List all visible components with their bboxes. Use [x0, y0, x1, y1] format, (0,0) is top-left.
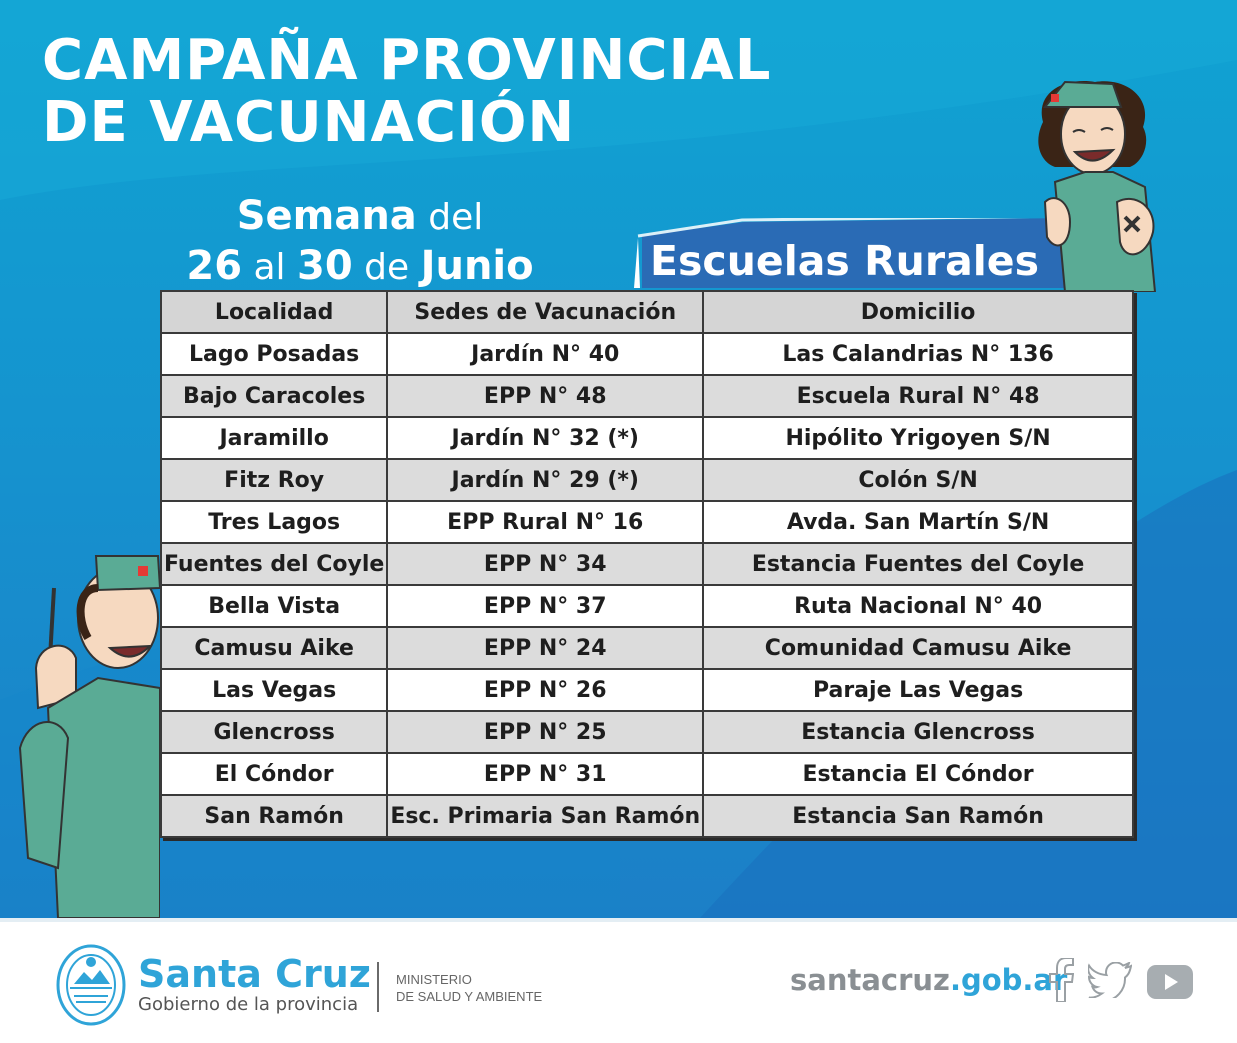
- cell-domicilio: Estancia San Ramón: [703, 795, 1133, 837]
- week-al: al: [253, 247, 286, 288]
- nurse-illustration-left: [18, 548, 160, 918]
- table-row: [161, 459, 1133, 501]
- cell-localidad: Fitz Roy: [161, 459, 387, 501]
- ministry-line-1: MINISTERIO: [396, 972, 472, 987]
- url-part-1: santacruz: [790, 963, 950, 997]
- brand-subtitle: Gobierno de la provincia: [138, 994, 359, 1015]
- cell-sede: Jardín N° 32 (*): [387, 417, 703, 459]
- table-header-row: [161, 291, 1133, 333]
- header-localidad: Localidad: [161, 291, 387, 333]
- cell-sede: Jardín N° 40: [387, 333, 703, 375]
- cell-domicilio: Colón S/N: [703, 459, 1133, 501]
- title-line-2: DE VACUNACIÓN: [42, 90, 576, 155]
- cell-localidad: Lago Posadas: [161, 333, 387, 375]
- table-row: [161, 501, 1133, 543]
- cell-sede: EPP N° 48: [387, 375, 703, 417]
- cell-localidad: Fuentes del Coyle: [161, 543, 387, 585]
- week-day-end: 30: [297, 243, 353, 289]
- cell-domicilio: Estancia Glencross: [703, 711, 1133, 753]
- table-row: [161, 417, 1133, 459]
- seal-icon: [56, 944, 126, 1026]
- website-link[interactable]: [790, 962, 1067, 998]
- table-row: [161, 585, 1133, 627]
- cell-localidad: Tres Lagos: [161, 501, 387, 543]
- cell-domicilio: Las Calandrias N° 136: [703, 333, 1133, 375]
- header-sedes: Sedes de Vacunación: [387, 291, 703, 333]
- table-row: [161, 333, 1133, 375]
- week-del: del: [428, 197, 484, 238]
- cell-localidad: Glencross: [161, 711, 387, 753]
- brand-name: Santa Cruz: [138, 952, 371, 996]
- cell-domicilio: Estancia Fuentes del Coyle: [703, 543, 1133, 585]
- header-domicilio: Domicilio: [703, 291, 1133, 333]
- table-row: [161, 669, 1133, 711]
- cell-domicilio: Avda. San Martín S/N: [703, 501, 1133, 543]
- cell-sede: EPP N° 31: [387, 753, 703, 795]
- cell-sede: Esc. Primaria San Ramón: [387, 795, 703, 837]
- week-month: Junio: [420, 243, 534, 289]
- cell-localidad: San Ramón: [161, 795, 387, 837]
- cell-sede: EPP N° 25: [387, 711, 703, 753]
- cell-sede: Jardín N° 29 (*): [387, 459, 703, 501]
- cell-sede: EPP N° 26: [387, 669, 703, 711]
- cell-domicilio: Ruta Nacional N° 40: [703, 585, 1133, 627]
- vaccination-sites-table: [160, 290, 1134, 838]
- cell-domicilio: Comunidad Camusu Aike: [703, 627, 1133, 669]
- rural-schools-label: Escuelas Rurales: [650, 237, 1040, 285]
- cell-localidad: Las Vegas: [161, 669, 387, 711]
- cell-localidad: Bajo Caracoles: [161, 375, 387, 417]
- nurse-illustration-right: [1025, 72, 1165, 292]
- week-semana: Semana: [236, 193, 417, 239]
- table-row: [161, 711, 1133, 753]
- youtube-icon[interactable]: [1146, 964, 1194, 1000]
- cell-domicilio: Hipólito Yrigoyen S/N: [703, 417, 1133, 459]
- url-part-2: .gob.ar: [949, 963, 1068, 997]
- cell-sede: EPP N° 24: [387, 627, 703, 669]
- footer-separator: [377, 962, 379, 1012]
- cell-localidad: Camusu Aike: [161, 627, 387, 669]
- title-line-1: CAMPAÑA PROVINCIAL: [42, 28, 772, 93]
- cell-domicilio: Paraje Las Vegas: [703, 669, 1133, 711]
- cell-localidad: El Cóndor: [161, 753, 387, 795]
- facebook-icon[interactable]: [1048, 958, 1074, 1002]
- cell-domicilio: Escuela Rural N° 48: [703, 375, 1133, 417]
- table-row: [161, 795, 1133, 837]
- cell-sede: EPP N° 34: [387, 543, 703, 585]
- cell-domicilio: Estancia El Cóndor: [703, 753, 1133, 795]
- week-day-start: 26: [186, 243, 243, 289]
- week-label: [160, 192, 560, 292]
- table-row: [161, 627, 1133, 669]
- cell-localidad: Jaramillo: [161, 417, 387, 459]
- table-row: [161, 753, 1133, 795]
- ministry-line-2: DE SALUD Y AMBIENTE: [396, 989, 543, 1004]
- table-row: [161, 543, 1133, 585]
- page-title: [42, 30, 771, 154]
- cell-localidad: Bella Vista: [161, 585, 387, 627]
- twitter-icon[interactable]: [1088, 962, 1132, 998]
- cell-sede: EPP Rural N° 16: [387, 501, 703, 543]
- table-row: [161, 375, 1133, 417]
- cell-sede: EPP N° 37: [387, 585, 703, 627]
- week-de: de: [364, 247, 410, 288]
